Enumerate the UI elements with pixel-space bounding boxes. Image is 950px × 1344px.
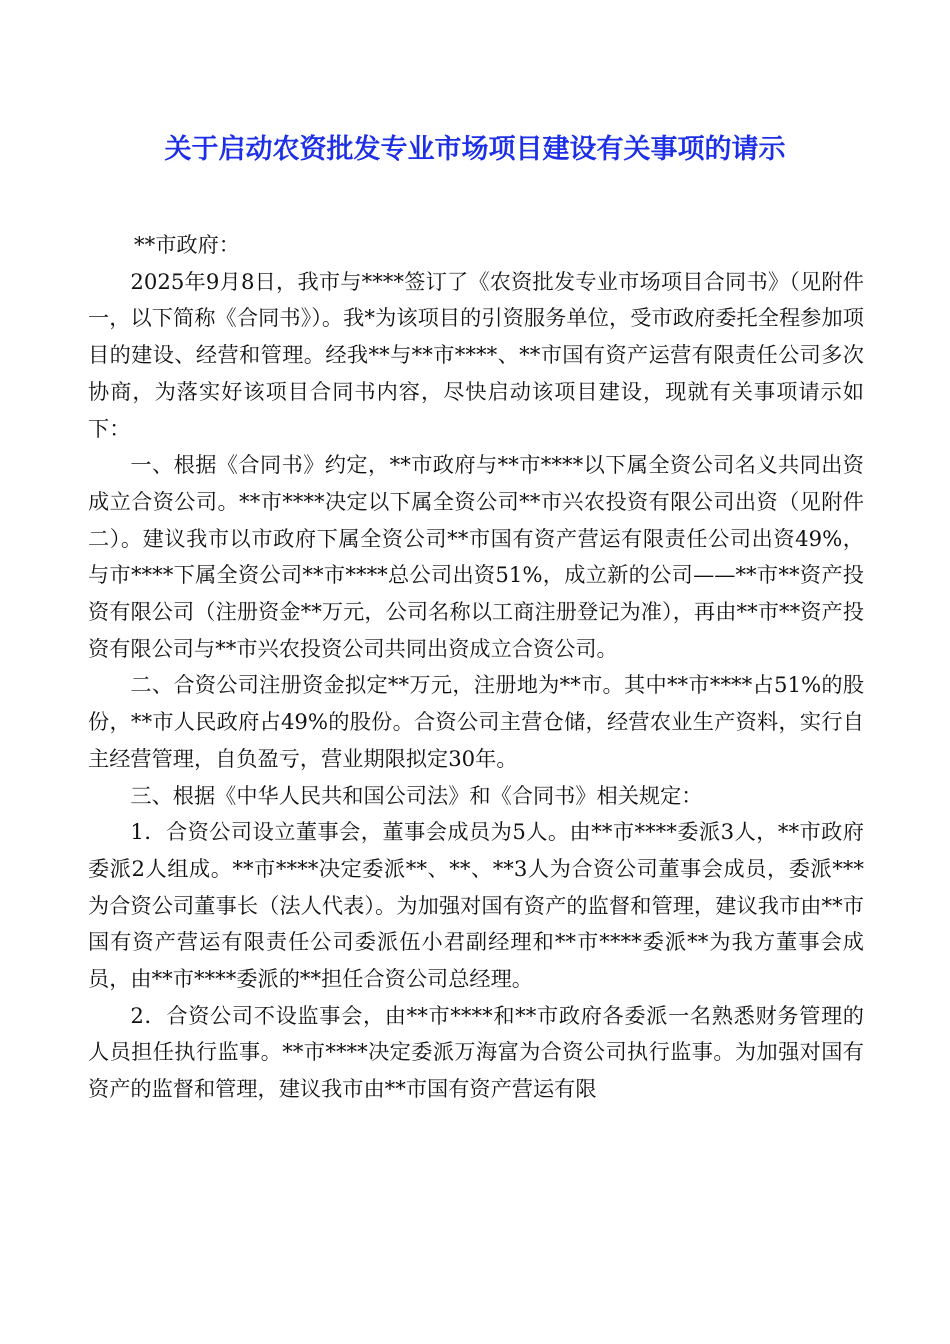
paragraph-item-3: 三、根据《中华人民共和国公司法》和《合同书》相关规定： xyxy=(130,782,703,808)
document-body xyxy=(88,227,864,1108)
paragraph-intro: 2025年9月8日，我市与****签订了《农资批发专业市场项目合同书》（见附件一，以下简称《合同书》）。我*为该项目的引资服务单位，受市政府委托全程参加项目的建设、经营和管理。经我**与**市****、**市国有资产运营有限责任公司多次协商，为落实好该项目合同书内容，尽快启动该项目建设，现就有关事项请示如下： xyxy=(88,268,864,441)
salutation: **市政府： xyxy=(134,232,240,257)
paragraph-subitem-2: 2．合资公司不设监事会，由**市****和**市政府各委派一名熟悉财务管理的人员担任执行监事。**市****决定委派万海富为合资公司执行监事。为加强对国有资产的监督和管理，建议我市由**市国有资产营运有限 xyxy=(88,1002,864,1102)
paragraph-item-1: 一、根据《合同书》约定，**市政府与**市****以下属全资公司名义共同出资成立合资公司。**市****决定以下属全资公司**市兴农投资有限公司出资（见附件二）。建议我市以市政府下属全资公司**市国有资产营运有限责任公司出资49%，与市****下属全资公司**市****总公司出资51%，成立新的公司——**市**资产投资有限公司（注册资金**万元，公司名称以工商注册登记为准），再由**市**资产投资有限公司与**市兴农投资公司共同出资成立合资公司。 xyxy=(88,452,864,661)
document-title: 关于启动农资批发专业市场项目建设有关事项的请示 xyxy=(164,134,786,165)
paragraph-subitem-1: 1．合资公司设立董事会，董事会成员为5人。由**市****委派3人，**市政府委派2人组成。**市****决定委派**、**、**3人为合资公司董事会成员，委派***为合资公司董事长（法人代表）。为加强对国有资产的监督和管理，建议我市由**市国有资产营运有限责任公司委派伍小君副经理和**市****委派**为我方董事会成员，由**市****委派的**担任合资公司总经理。 xyxy=(88,819,864,992)
paragraph-item-2: 二、合资公司注册资金拟定**万元，注册地为**市。其中**市****占51%的股份，**市人民政府占49%的股份。合资公司主营仓储，经营农业生产资料，实行自主经营管理，自负盈亏，营业期限拟定30年。 xyxy=(88,672,865,771)
